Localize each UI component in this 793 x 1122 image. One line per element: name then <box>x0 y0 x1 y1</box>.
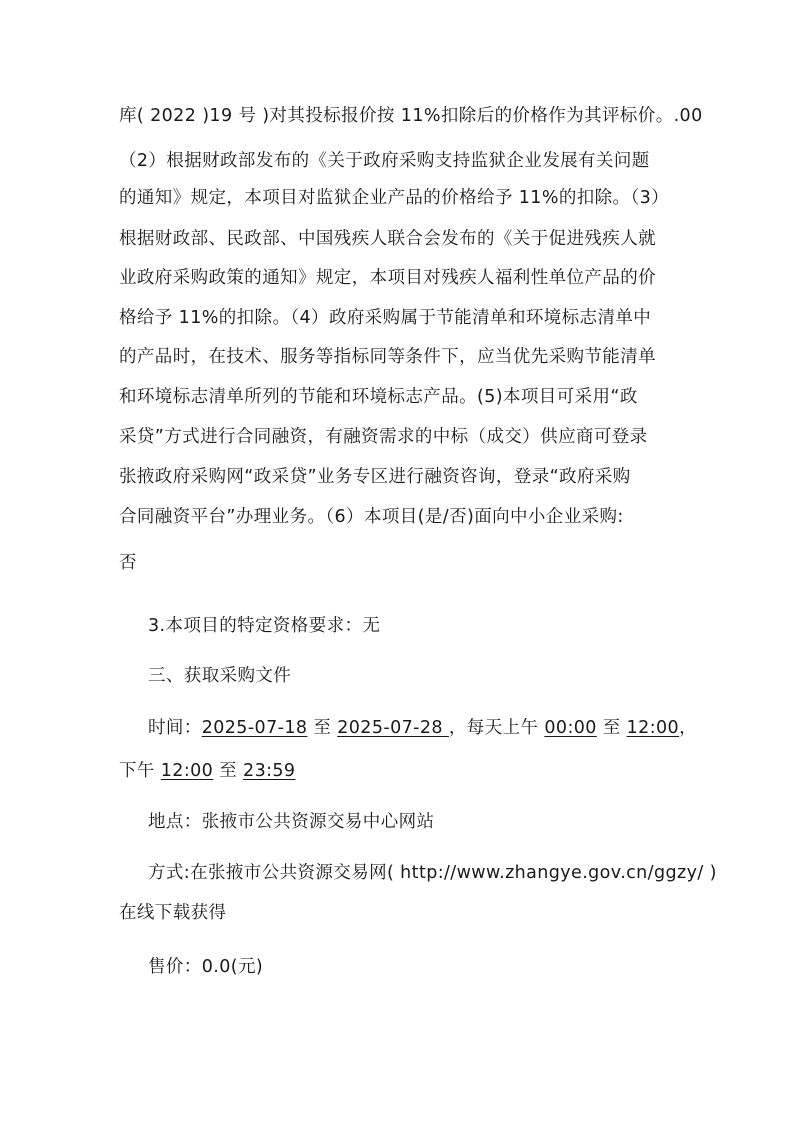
paragraph-line: 采贷”方式进行合同融资，有融资需求的中标（成交）供应商可登录 <box>119 427 648 447</box>
start-date: 2025-07-18 <box>201 718 308 738</box>
am-end-time: 12:00 <box>626 718 680 738</box>
location-line <box>119 809 434 835</box>
end-date: 2025-07-28 <box>337 718 449 738</box>
pm-label: 下午 <box>119 761 161 781</box>
pm-end-time: 23:59 <box>243 761 296 781</box>
method-line-1: 方式:在张掖市公共资源交易网( http://www.zhangye.gov.cn/ggzy/ ) <box>148 863 717 883</box>
price-value: 0.0(元) <box>201 957 264 977</box>
price-line <box>119 954 263 980</box>
paragraph-line: 张掖政府采购网“政采贷”业务专区进行融资咨询，登录“政府采购 <box>119 467 631 487</box>
location-value: 张掖市公共资源交易中心网站 <box>201 812 435 832</box>
to-text: 至 <box>596 718 627 738</box>
qualification-text: 3.本项目的特定资格要求：无 <box>148 616 381 636</box>
paragraph-line: 的通知》规定，本项目对监狱企业产品的价格给予 11%的扣除。（3） <box>119 188 670 208</box>
section3-heading: 三、获取采购文件 <box>148 666 292 686</box>
location-label: 地点： <box>148 812 202 832</box>
paragraph-line: 和环境标志清单所列的节能和环境标志产品。(5)本项目可采用“政 <box>119 387 638 407</box>
paragraph-line: 根据财政部、民政部、中国残疾人联合会发布的《关于促进残疾人就 <box>119 229 656 249</box>
paragraph-line: 合同融资平台”办理业务。（6）本项目(是/否)面向中小企业采购: <box>119 507 624 527</box>
comma-text: ， <box>679 718 697 738</box>
time-line-2 <box>119 758 295 784</box>
price-label: 售价： <box>148 957 202 977</box>
method-line-2: 在线下载获得 <box>119 903 227 923</box>
to-text: 至 <box>307 718 338 738</box>
am-start-time: 00:00 <box>544 718 597 738</box>
pm-start-time: 12:00 <box>160 761 214 781</box>
paragraph-line: 格给予 11%的扣除。（4）政府采购属于节能清单和环境标志清单中 <box>119 308 652 328</box>
paragraph-line: 否 <box>119 553 137 573</box>
paragraph-line: 库( 2022 )19 号 )对其投标报价按 11%扣除后的价格作为其评标价。.00 <box>119 106 703 126</box>
time-label: 时间： <box>148 718 202 738</box>
paragraph-line: （2）根据财政部发布的《关于政府采购支持监狱企业发展有关问题 <box>119 151 650 171</box>
to-text: 至 <box>213 761 244 781</box>
daily-text: ，每天上午 <box>448 718 545 738</box>
paragraph-line: 的产品时，在技术、服务等指标同等条件下，应当优先采购节能清单 <box>119 347 656 367</box>
time-line <box>119 715 697 741</box>
paragraph-line: 业政府采购政策的通知》规定，本项目对残疾人福利性单位产品的价 <box>119 268 656 288</box>
